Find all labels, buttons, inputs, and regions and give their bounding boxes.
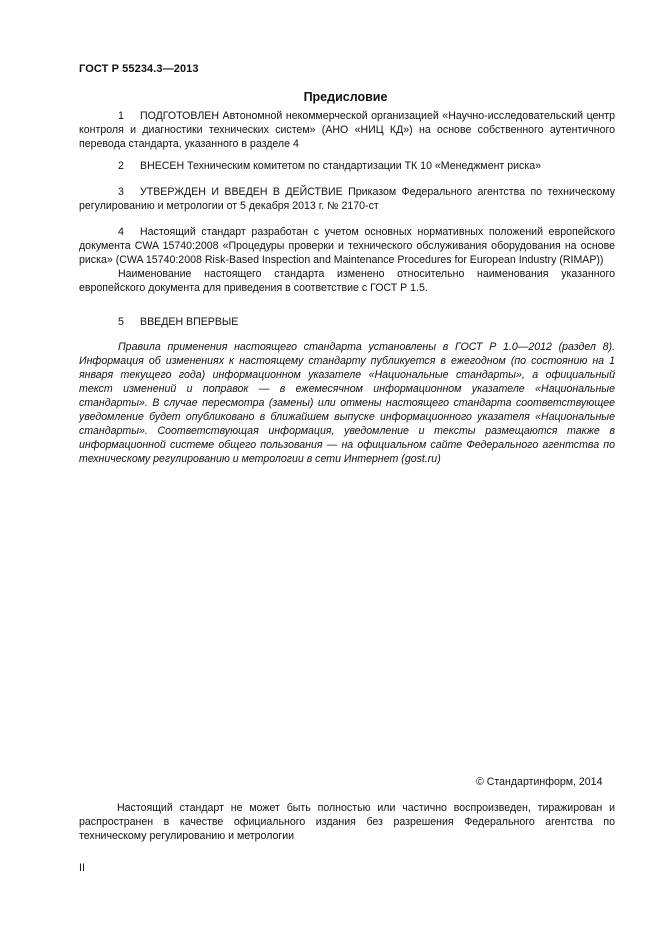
item-5 — [79, 315, 615, 329]
standard-id-header: ГОСТ Р 55234.3—2013 — [79, 63, 199, 75]
item-2 — [79, 159, 615, 173]
item-2-number: 2 — [118, 160, 124, 172]
item-1 — [79, 109, 615, 151]
item-5-text: ВВЕДЕН ВПЕРВЫЕ — [140, 316, 239, 328]
item-4 — [79, 225, 615, 295]
rules-paragraph-text: Правила применения настоящего стандарта установлены в ГОСТ Р 1.0—2012 (раздел 8). Информация об изменениях к настоящему стандарту публикуется в ежегодном (по состоянию на 1 января текущего года) информационном указателе «Национальные стандарты», а официальный текст изменений и поправок — в ежемесячном информационном указателе «Национальные стандарты». В случае пересмотра (замены) или отмены настоящего стандарта соответствующее уведомление будет опубликовано в ближайшем выпуске информационного указателя «Национальные стандарты». Соответствующая информация, уведомление и тексты размещаются также в информационной системе общего пользования — на официальном сайте Федерального агентства по техническому регулированию и метрологии в сети Интернет (gost.ru) — [79, 341, 615, 465]
item-3-number: 3 — [118, 186, 124, 198]
page-title: Предисловие — [303, 90, 388, 104]
rules-paragraph — [79, 340, 615, 466]
item-4-note: Наименование настоящего стандарта изменено относительно наименования указанного европейского документа для приведения в соответствие с ГОСТ Р 1.5. — [79, 268, 615, 294]
reproduction-notice: Настоящий стандарт не может быть полностью или частично воспроизведен, тиражирован и распространен в качестве официального издания без разрешения Федерального агентства по техническому регулированию и метрологии — [79, 802, 615, 842]
item-4-number: 4 — [118, 226, 124, 238]
item-2-text: ВНЕСЕН Техническим комитетом по стандартизации ТК 10 «Менеджмент риска» — [140, 160, 541, 172]
item-1-number: 1 — [118, 110, 124, 122]
copyright-notice: © Стандартинформ, 2014 — [476, 776, 603, 788]
item-5-number: 5 — [118, 316, 124, 328]
page-number: II — [79, 862, 85, 874]
item-3-text: УТВЕРЖДЕН И ВВЕДЕН В ДЕЙСТВИЕ Приказом Федерального агентства по техническому регулированию и метрологии от 5 декабря 2013 г. № 2170-ст — [79, 186, 615, 212]
item-3 — [79, 185, 615, 213]
item-4-text: Настоящий стандарт разработан с учетом основных нормативных положений европейского документа CWA 15740:2008 «Процедуры проверки и технического обслуживания оборудования на основе риска» (CWA 15740:2008 Risk-Based Inspection and Maintenance Procedures for European Industry (RIMAP)) — [79, 226, 615, 266]
item-1-text: ПОДГОТОВЛЕН Автономной некоммерческой организацией «Научно-исследовательский центр контроля и диагностики технических систем» (АНО «НИЦ КД») на основе собственного аутентичного перевода стандарта, указанного в разделе 4 — [79, 110, 615, 150]
